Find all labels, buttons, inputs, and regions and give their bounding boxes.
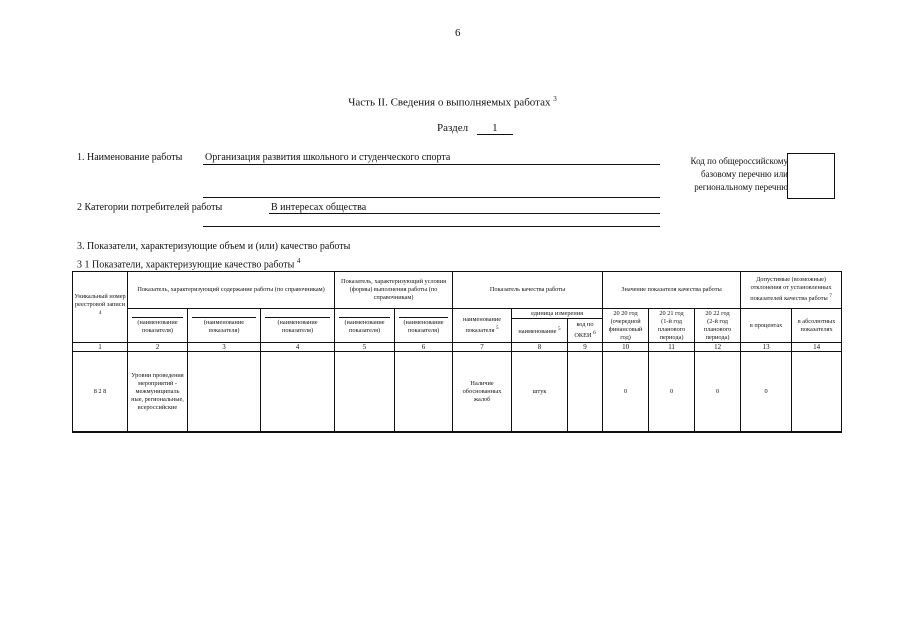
h-units: единица измерения bbox=[512, 309, 603, 319]
part-title-text: Часть II. Сведения о выполняемых работах bbox=[348, 96, 551, 109]
cell-cond-1 bbox=[335, 352, 395, 433]
cell-absolute bbox=[792, 352, 842, 433]
code-box bbox=[787, 153, 835, 199]
h-content-1 bbox=[128, 309, 188, 343]
work-name-underline bbox=[203, 164, 660, 165]
cell-value-2021: 0 bbox=[649, 352, 695, 433]
h-year-3-bottom: (2-й год планового периода) bbox=[703, 317, 732, 341]
col-number: 7 bbox=[453, 343, 512, 352]
cell-content-1: Уровни проведения мероприятий - межмуниципаль ные, региональные, всероссийские bbox=[128, 352, 188, 433]
section-3-heading: 3. Показатели, характеризующие объем и (или) качество работы bbox=[77, 241, 351, 252]
h-deviation-note: 7 bbox=[829, 293, 832, 300]
cell-indicator: Наличие обоснованных жалоб bbox=[453, 352, 512, 433]
section-3-1-text: 3 1 Показатели, характеризующие качество работы bbox=[77, 259, 295, 271]
quality-indicators-table bbox=[72, 271, 842, 433]
page-number: 6 bbox=[455, 27, 461, 39]
h-absolute: в абсолютных показателях bbox=[792, 309, 842, 343]
h-indicator-name-note: 5 bbox=[496, 324, 499, 331]
col-number: 9 bbox=[568, 343, 603, 352]
part-title bbox=[0, 95, 905, 109]
work-name-value: Организация развития школьного и студенческого спорта bbox=[205, 152, 451, 163]
h-unit-name-text: наименование bbox=[518, 328, 557, 336]
h-content-2-label: (наименование показателя) bbox=[192, 317, 256, 335]
h-registry-text: Уникальный номер реестровой записи bbox=[74, 293, 126, 309]
h-content-3 bbox=[261, 309, 335, 343]
cell-registry: 8 2 8 bbox=[73, 352, 128, 433]
cell-cond-2 bbox=[395, 352, 453, 433]
h-deviation bbox=[741, 272, 842, 309]
h-okei bbox=[568, 319, 603, 343]
h-cond-2-label: (наименование показателя) bbox=[399, 317, 448, 335]
code-label: Код по общероссийскому базовому перечню или региональному перечню bbox=[690, 156, 788, 192]
work-name-underline-2 bbox=[203, 197, 660, 198]
col-number: 3 bbox=[188, 343, 261, 352]
header-row-2 bbox=[73, 309, 842, 319]
h-unit-name bbox=[512, 319, 568, 343]
h-year-3-top: 20 22 год bbox=[705, 309, 730, 317]
h-okei-note: 6 bbox=[593, 329, 596, 336]
cell-value-2022: 0 bbox=[695, 352, 741, 433]
h-indicator-name bbox=[453, 309, 512, 343]
h-conditions: Показатель, характеризующий условия (формы) выполнения работы (по справочникам) bbox=[335, 272, 453, 309]
consumer-category-value: В интересах общества bbox=[271, 202, 367, 213]
h-unit-name-note: 5 bbox=[558, 325, 561, 332]
section-3-1-note: 4 bbox=[296, 257, 301, 265]
h-cond-2 bbox=[395, 309, 453, 343]
h-okei-text: код по ОКЕИ bbox=[574, 320, 594, 340]
h-registry-note: 4 bbox=[98, 310, 102, 317]
h-content-3-label: (наименование показателя) bbox=[265, 317, 330, 335]
col-number: 5 bbox=[335, 343, 395, 352]
work-name-label: 1. Наименование работы bbox=[77, 152, 183, 163]
h-content-2 bbox=[188, 309, 261, 343]
part-title-note: 3 bbox=[553, 95, 557, 103]
section-number: 1 bbox=[477, 122, 513, 135]
h-cond-1-label: (наименование показателя) bbox=[339, 317, 390, 335]
consumer-category-label: 2 Категории потребителей работы bbox=[77, 202, 223, 213]
cell-content-2 bbox=[188, 352, 261, 433]
section-heading bbox=[437, 122, 513, 135]
col-number: 4 bbox=[261, 343, 335, 352]
h-registry bbox=[73, 272, 128, 343]
cell-percent: 0 bbox=[741, 352, 792, 433]
table-row bbox=[73, 352, 842, 433]
col-number: 10 bbox=[603, 343, 649, 352]
cell-unit: штук bbox=[512, 352, 568, 433]
consumer-underline bbox=[269, 213, 660, 214]
h-year-2-top: 20 21 год bbox=[659, 309, 684, 317]
col-number: 12 bbox=[695, 343, 741, 352]
h-value: Значение показателя качества работы bbox=[603, 272, 741, 309]
col-number: 8 bbox=[512, 343, 568, 352]
col-number: 2 bbox=[128, 343, 188, 352]
section-label: Раздел bbox=[437, 122, 469, 134]
h-year-2 bbox=[649, 309, 695, 343]
h-year-1 bbox=[603, 309, 649, 343]
column-numbers-row bbox=[73, 343, 842, 352]
h-percent: в процентах bbox=[741, 309, 792, 343]
cell-content-3 bbox=[261, 352, 335, 433]
section-3-1-heading bbox=[77, 257, 300, 270]
h-deviation-text: Допустимые (возможные) отклонения от установленных показателей качества работы bbox=[750, 276, 832, 303]
col-number: 11 bbox=[649, 343, 695, 352]
col-number: 6 bbox=[395, 343, 453, 352]
h-content: Показатель, характеризующий содержание работы (по справочникам) bbox=[128, 272, 335, 309]
h-year-3 bbox=[695, 309, 741, 343]
h-quality: Показатель качества работы bbox=[453, 272, 603, 309]
h-year-1-top: 20 20 год bbox=[613, 309, 638, 317]
h-content-1-label: (наименование показателя) bbox=[132, 317, 183, 335]
cell-value-2020: 0 bbox=[603, 352, 649, 433]
cell-okei bbox=[568, 352, 603, 433]
h-year-1-bottom: (очередной финансовый год) bbox=[608, 317, 643, 341]
h-year-2-bottom: (1-й год планового периода) bbox=[657, 317, 686, 341]
consumer-underline-2 bbox=[203, 226, 660, 227]
h-cond-1 bbox=[335, 309, 395, 343]
col-number: 14 bbox=[792, 343, 842, 352]
h-indicator-name-text: наименование показателя bbox=[463, 315, 502, 335]
header-row-1 bbox=[73, 272, 842, 309]
col-number: 1 bbox=[73, 343, 128, 352]
col-number: 13 bbox=[741, 343, 792, 352]
